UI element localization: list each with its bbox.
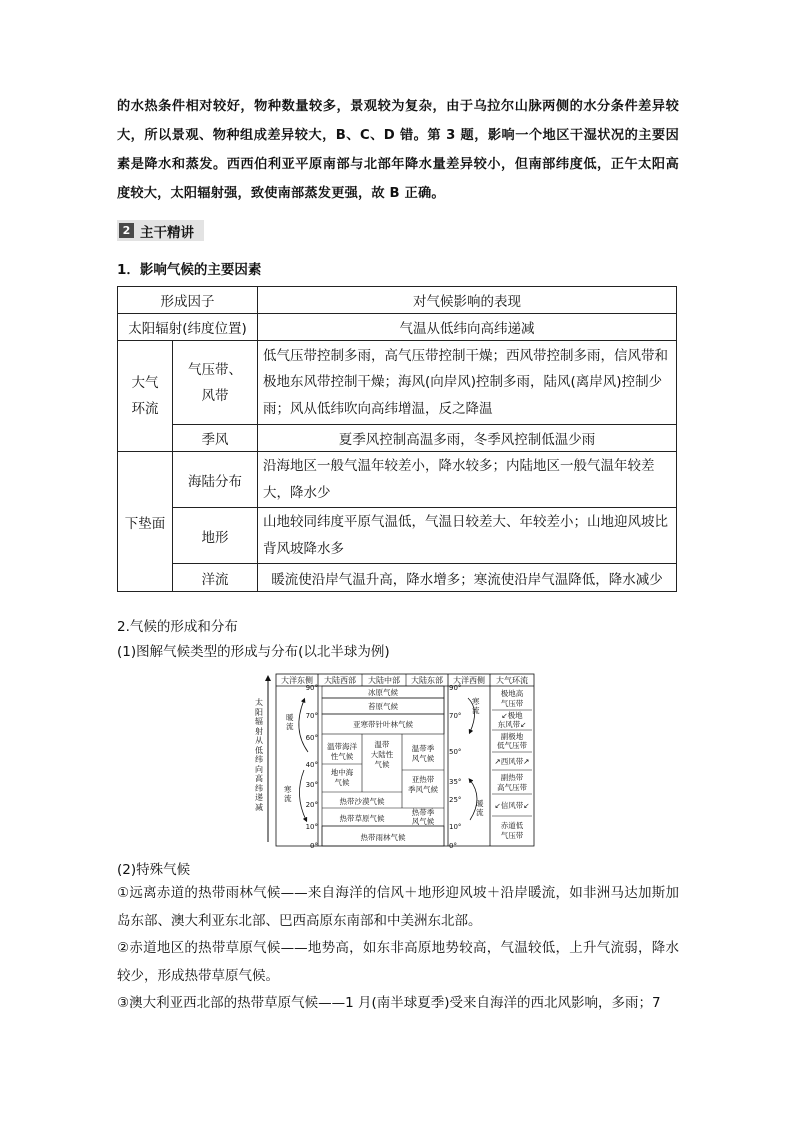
header-circulation: 大气环流	[496, 676, 528, 685]
group-cell: 下垫面	[118, 452, 173, 592]
header-continent-center: 大陆中部	[368, 676, 400, 685]
left-lat: 10°	[305, 823, 318, 831]
factor-cell: 洋流	[173, 564, 258, 592]
right-warm-current-label: 暖流	[476, 799, 484, 817]
factor-cell: 地形	[173, 508, 258, 564]
table-row	[118, 452, 677, 508]
header-effect: 对气候影响的表现	[258, 287, 677, 314]
climate-trop-monsoon: 热带季风气候	[411, 808, 435, 826]
header-ocean-east: 大洋东侧	[281, 676, 313, 685]
left-lat: 60°	[305, 734, 318, 742]
climate-temp-monsoon: 温带季风气候	[411, 744, 435, 763]
table-row	[118, 564, 677, 592]
right-lat: 50°	[449, 748, 462, 756]
circ-equatorial-low: 赤道低气压带	[500, 821, 524, 840]
climate-med: 地中海气候	[330, 768, 354, 787]
header-ocean-west: 大洋西侧	[453, 676, 485, 685]
factor-cell: 季风	[173, 425, 258, 452]
left-lat: 70°	[305, 712, 318, 720]
special-climate-item: ③澳大利亚西北部的热带草原气候——1 月(南半球夏季)受来自海洋的西北风影响，多雨；7	[117, 995, 661, 1011]
effect-cell: 山地较同纬度平原气温低，气温日较差大、年较差小；山地迎风坡比背风坡降水多	[258, 508, 677, 564]
section-heading	[117, 220, 204, 241]
intro-paragraph: 的水热条件相对较好，物种数量较多，景观较为复杂，由于乌拉尔山脉两侧的水分条件差异较大，所以景观、物种组成差异较大，B、C、D 错。第 3 题，影响一个地区干湿状况的主要因素是降水和蒸发。西西伯利亚平原南部与北部年降水量差异较小，但南部纬度低，正午太阳高度较大，太阳辐射强，致使南部蒸发更强，故 B 正确。	[117, 99, 679, 201]
subsection-1-title: 1．影响气候的主要因素	[117, 262, 262, 278]
climate-continental: 温带大陆性气候	[370, 740, 394, 769]
factor-cell: 海陆分布	[173, 452, 258, 508]
special-climate-item: ②赤道地区的热带草原气候——地势高，如东非高原地势较高，气温较低，上升气流弱，降水较少，形成热带草原气候。	[117, 940, 679, 984]
factor-cell: 气压带、风带	[173, 341, 258, 425]
circ-westerlies: ↗西风带↗	[494, 757, 530, 766]
radiation-vertical-label: 太阳辐射从低纬向高纬递减	[255, 698, 263, 812]
special-climate-item: ①远离赤道的热带雨林气候——来自海洋的信风＋地形迎风坡＋沿岸暖流，如非洲马达加斯加岛东部、澳大利亚东北部、巴西高原东南部和中美洲东北部。	[117, 885, 679, 929]
right-lat: 70°	[449, 712, 462, 720]
climate-rainforest: 热带雨林气候	[360, 833, 406, 842]
section-number-badge: 2	[119, 223, 134, 238]
warm-current-label: 暖流	[286, 713, 294, 731]
left-lat: 20°	[305, 801, 318, 809]
circ-subtropical-high: 副热带高气压带	[497, 773, 527, 792]
circ-trade-winds: ↙信风带↙	[494, 801, 530, 810]
table-header-row	[118, 287, 677, 314]
circ-subpolar-low: 副极地低气压带	[497, 732, 527, 750]
right-cold-current-label: 寒流	[472, 697, 480, 715]
climate-taiga: 亚寒带针叶林气候	[353, 720, 413, 729]
table-row	[118, 314, 677, 341]
factor-cell: 太阳辐射(纬度位置)	[118, 314, 258, 341]
header-continent-east: 大陆东部	[411, 676, 443, 685]
circ-polar-high: 极地高气压带	[500, 689, 524, 708]
group-cell: 大气环流	[118, 341, 173, 452]
subsection-2-title: 2.气候的形成和分布	[117, 619, 238, 635]
right-lat: 25°	[449, 796, 462, 804]
climate-distribution-diagram	[256, 670, 536, 850]
cold-current-arrow	[299, 770, 306, 820]
right-lat: 35°	[449, 778, 462, 786]
climate-maritime: 温带海洋性气候	[327, 742, 357, 761]
table-row	[118, 425, 677, 452]
left-lat: 0°	[310, 842, 318, 850]
cold-current-label: 寒流	[284, 785, 292, 803]
climate-desert: 热带沙漠气候	[339, 797, 385, 806]
climate-savanna: 热带草原气候	[339, 814, 385, 823]
effect-cell: 气温从低纬向高纬递减	[258, 314, 677, 341]
left-lat: 90°	[305, 684, 318, 692]
subsection-2-1-title: (1)图解气候类型的形成与分布(以北半球为例)	[117, 644, 390, 660]
effect-cell: 夏季风控制高温多雨，冬季风控制低温少雨	[258, 425, 677, 452]
warm-current-arrow	[299, 700, 308, 752]
effect-cell: 沿海地区一般气温年较差小，降水较多；内陆地区一般气温年较差大，降水少	[258, 452, 677, 508]
right-lat: 10°	[449, 823, 462, 831]
climate-tundra: 苔原气候	[368, 702, 398, 711]
section-title: 主干精讲	[140, 224, 194, 241]
effect-cell: 低气压带控制多雨，高气压带控制干燥；西风带控制多雨，信风带和极地东风带控制干燥；海风(向岸风)控制多雨，陆风(离岸风)控制少雨；风从低纬吹向高纬增温，反之降温	[258, 341, 677, 425]
header-continent-west: 大陆西部	[324, 676, 356, 685]
table-row	[118, 508, 677, 564]
table-row	[118, 341, 677, 425]
climate-ice: 冰原气候	[368, 688, 398, 697]
left-lat: 30°	[305, 781, 318, 789]
effect-cell: 暖流使沿岸气温升高，降水增多；寒流使沿岸气温降低，降水减少	[258, 564, 677, 592]
right-lat: 90°	[449, 684, 462, 692]
header-factor: 形成因子	[118, 287, 258, 314]
circ-polar-easterlies: ↙极地东风带↙	[497, 711, 527, 729]
climate-factors-table	[117, 286, 677, 592]
diagram-svg	[256, 670, 536, 850]
right-lat: 0°	[449, 842, 457, 850]
left-lat: 40°	[305, 761, 318, 769]
climate-subtrop-monsoon: 亚热带季风气候	[408, 775, 438, 794]
subsection-2-2-title: (2)特殊气候	[117, 862, 191, 878]
